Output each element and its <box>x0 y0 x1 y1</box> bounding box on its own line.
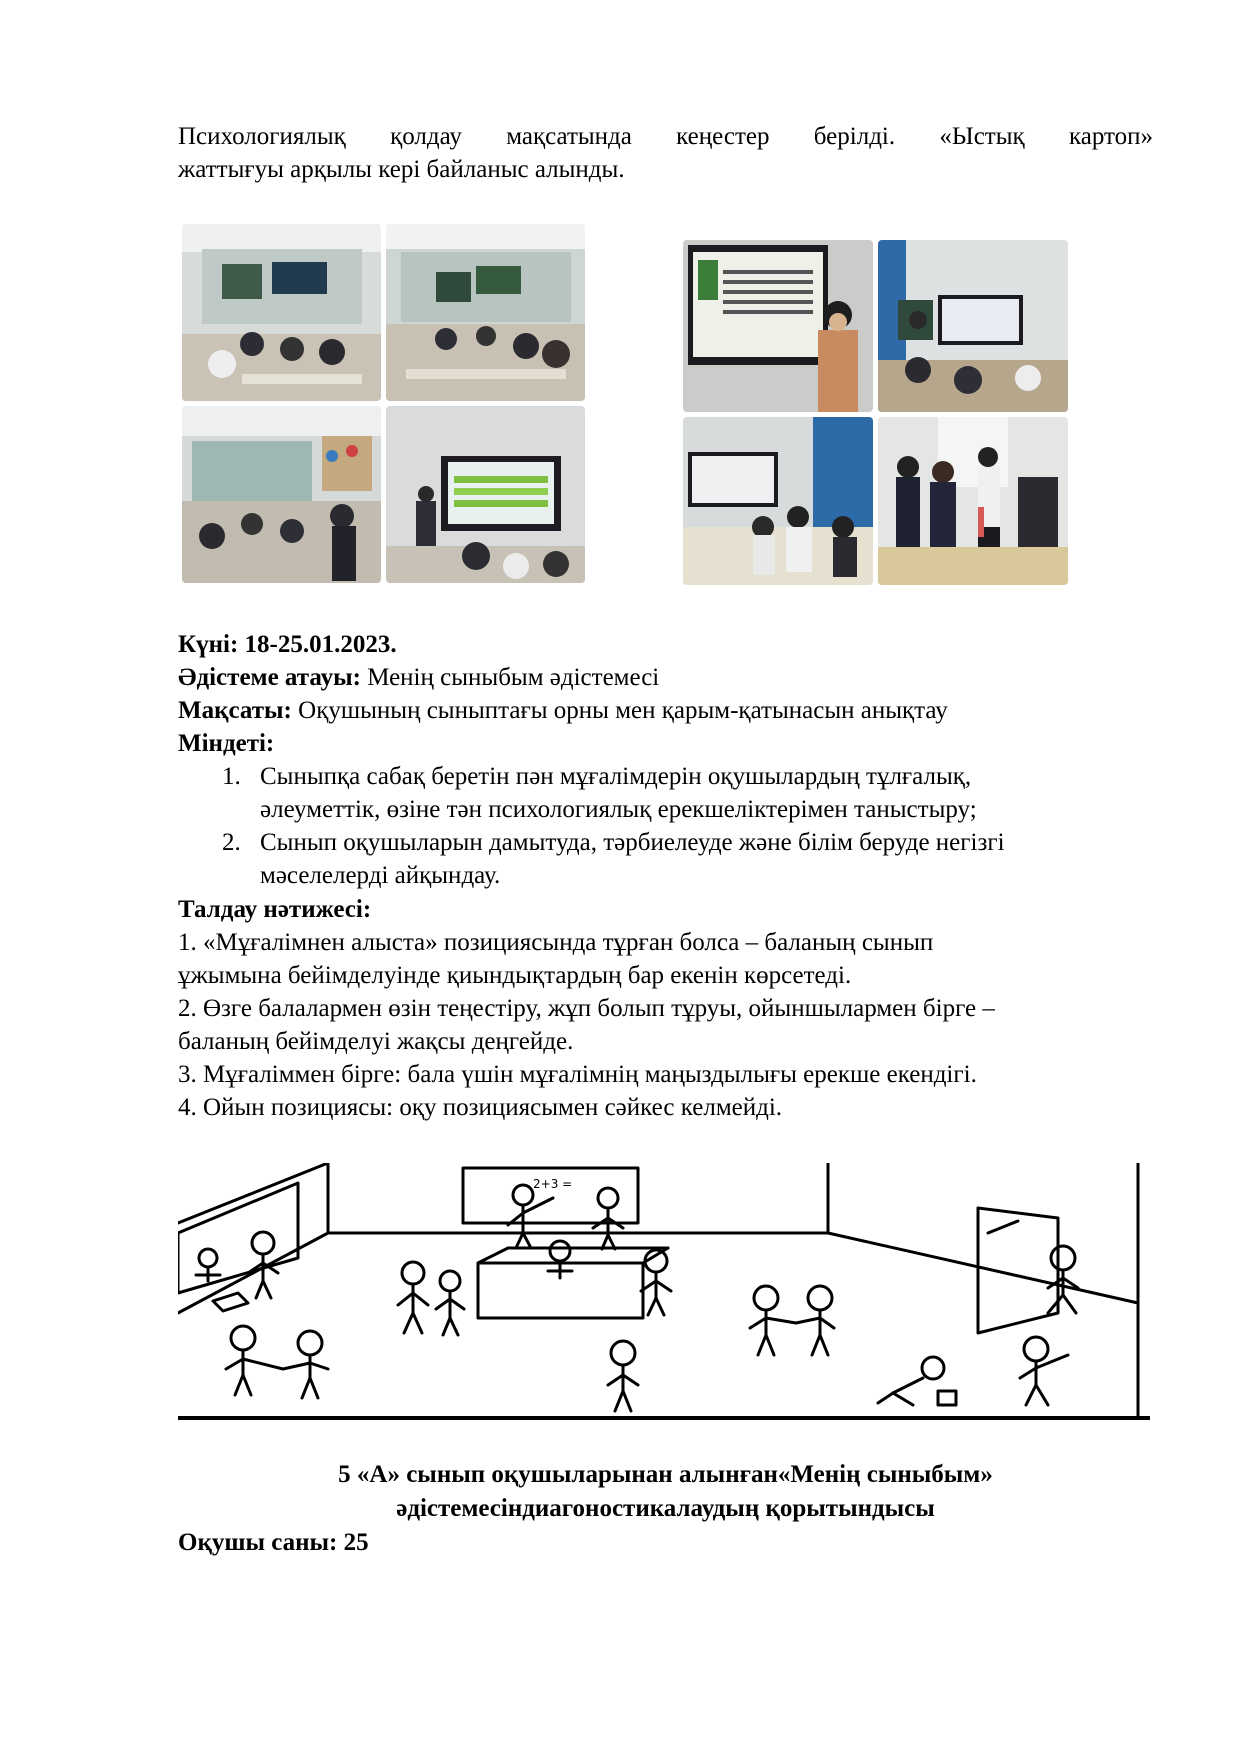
goal-value: Оқушының сыныптағы орны мен қарым-қатынасын анықтау <box>291 697 948 724</box>
training-photo-3 <box>683 417 873 585</box>
task-item-1 <box>222 760 1157 826</box>
student-count: Оқушы саны: 25 <box>178 1529 369 1556</box>
classroom-photo-4 <box>386 406 585 583</box>
results-line: ұжымына бейімделуінде қиындықтардың бар екенін көрсетеді. <box>178 962 852 989</box>
date-label: Күні: 18-25.01.2023. <box>178 631 397 658</box>
method-label: Әдістеме атауы: <box>178 664 361 691</box>
task-text-line: әлеуметтік, өзіне тән психологиялық ерекшеліктерімен таныстыру; <box>260 796 977 823</box>
caption-line-2: әдістемесіндиагоностикалаудың қорытындысы <box>396 1495 935 1522</box>
board-text: 2+3 = <box>533 1177 573 1191</box>
classroom-photo-2 <box>386 224 585 401</box>
caption-line-1: 5 «А» сынып оқушыларынан алынған«Менің сыныбым» <box>338 1461 993 1488</box>
training-photo-1 <box>683 240 873 412</box>
training-photo-4 <box>878 417 1068 585</box>
task-label: Міндеті: <box>178 730 275 757</box>
task-number: 2. <box>222 829 241 856</box>
training-photo-2 <box>878 240 1068 412</box>
intro-line-1: Психологиялық қолдау мақсатында кеңестер берілді. «Ыстық картоп» <box>178 123 1153 150</box>
method-line <box>178 661 1153 694</box>
results-label: Талдау нәтижесі: <box>178 896 372 923</box>
classroom-sketch <box>178 1163 1150 1428</box>
results-line: 4. Ойын позициясы: оқу позициясымен сәйкес келмейді. <box>178 1094 783 1121</box>
goal-label: Мақсаты: <box>178 697 292 724</box>
task-text-line: Сыныпқа сабақ беретін пән мұғалімдерін оқушылардың тұлғалық, <box>260 763 972 790</box>
classroom-photo-3 <box>182 406 381 583</box>
goal-line <box>178 694 1153 727</box>
results-line: 2. Өзге балалармен өзін теңестіру, жұп болып тұруы, ойыншылармен бірге – <box>178 995 995 1022</box>
results-line: 1. «Мұғалімнен алыста» позициясында тұрған болса – баланың сынып <box>178 929 934 956</box>
classroom-photo-1 <box>182 224 381 401</box>
results-line: баланың бейімделуі жақсы деңгейде. <box>178 1028 574 1055</box>
figure-teacher <box>508 1185 553 1248</box>
task-text-line: мәселелерді айқындау. <box>260 862 501 889</box>
results-line: 3. Мұғаліммен бірге: бала үшін мұғалімнің маңыздылығы ерекше екендігі. <box>178 1061 977 1088</box>
task-item-2 <box>222 826 1157 892</box>
method-value: Менің сыныбым әдістемесі <box>360 664 660 691</box>
task-number: 1. <box>222 763 241 790</box>
task-text-line: Сынып оқушыларын дамытуда, тәрбиелеуде және білім беруде негізгі <box>260 829 1005 856</box>
intro-line-2: жаттығуы арқылы кері байланыс алынды. <box>178 156 625 183</box>
